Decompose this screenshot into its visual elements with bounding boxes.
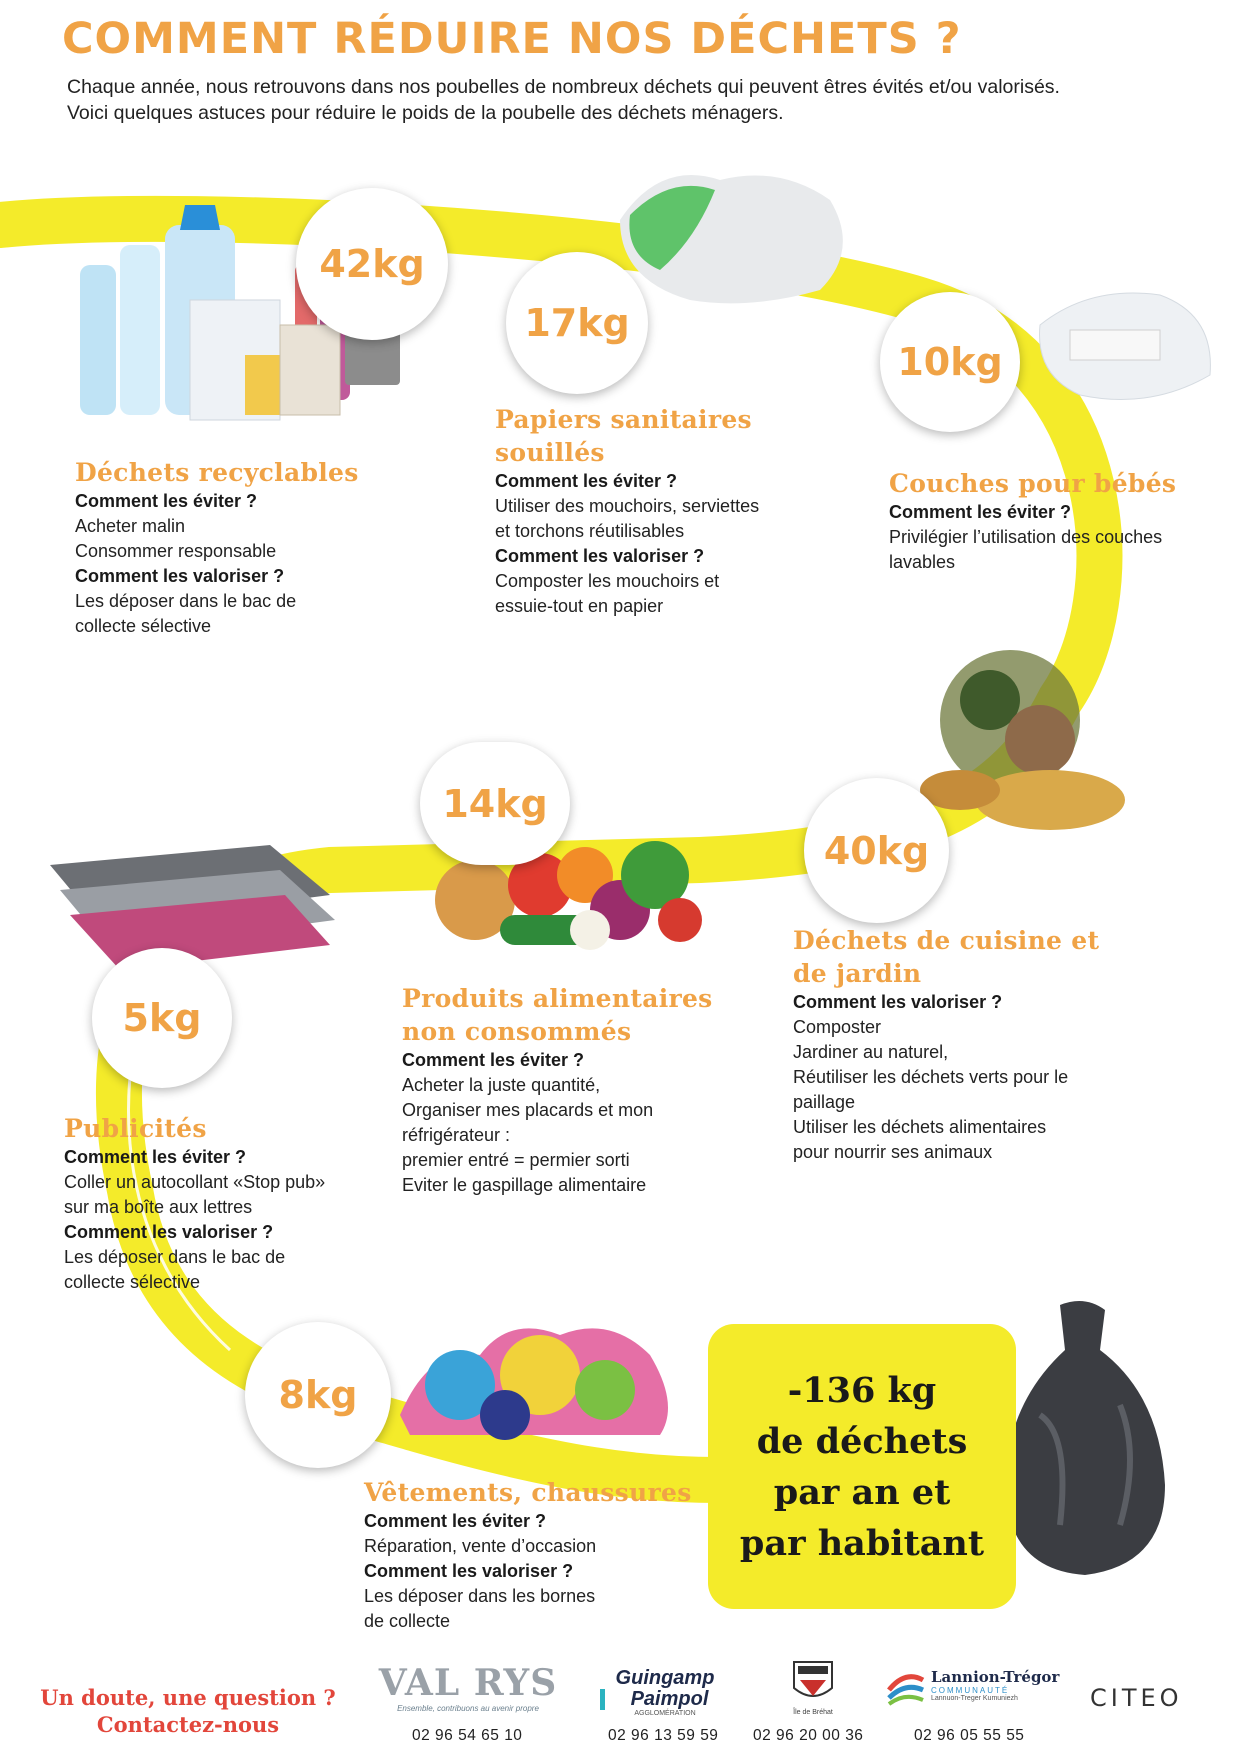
tip-line: Réutiliser les déchets verts pour le: [793, 1067, 1069, 1087]
total-line: par an et: [773, 1471, 951, 1513]
question-label: Comment les éviter ?: [402, 1050, 585, 1070]
question-label: Comment les éviter ?: [64, 1147, 247, 1167]
weight-badge-papiers: 17kg: [506, 252, 648, 394]
tip-line: essuie-tout en papier: [495, 596, 664, 616]
section-title: Publicités: [64, 1114, 207, 1143]
valorys-tagline: Ensemble, contribuons au avenir propre: [397, 1704, 539, 1713]
weight-badge-publicites: 5kg: [92, 948, 232, 1088]
weight-badge-couches: 10kg: [880, 292, 1020, 432]
intro-line: Voici quelques astuces pour réduire le poids de la poubelle des déchets ménagers.: [67, 102, 784, 124]
weight-badge-alimentaires: 14kg: [420, 742, 570, 865]
tip-line: pour nourrir ses animaux: [793, 1142, 993, 1162]
tip-line: réfrigérateur :: [402, 1125, 511, 1145]
total-reduction-box: [708, 1324, 1016, 1609]
contact-question-line: Contactez-nous: [96, 1712, 280, 1737]
citeo-wordmark: CITEO: [1090, 1684, 1183, 1712]
intro-line: Chaque année, nous retrouvons dans nos poubelles de nombreux déchets qui peuvent êtres évités et/ou valorisés.: [67, 76, 1060, 98]
question-label: Comment les valoriser ?: [364, 1561, 574, 1581]
contact-question-line: Un doute, une question ?: [40, 1685, 336, 1710]
tip-line: sur ma boîte aux lettres: [64, 1197, 253, 1217]
guingamp-wordmark: Guingamp: [615, 1667, 715, 1689]
section-title: Produits alimentaires: [402, 984, 713, 1013]
tip-line: Les déposer dans le bac de: [75, 591, 297, 611]
lannion-tregor-logo: [885, 1668, 1060, 1702]
question-label: Comment les éviter ?: [75, 491, 258, 511]
tip-line: Composter: [793, 1017, 882, 1037]
guingamp-paimpol-logo: [600, 1668, 730, 1717]
question-label: Comment les éviter ?: [495, 471, 678, 491]
section-alimentaires: [402, 982, 713, 1198]
question-label: Comment les valoriser ?: [75, 566, 285, 586]
section-title: souillés: [495, 438, 605, 467]
lannion-wordmark: Lannion-Trégor: [931, 1668, 1060, 1686]
tip-line: Jardiner au naturel,: [793, 1042, 949, 1062]
lannion-tregor-emblem-icon: [885, 1670, 927, 1706]
weight-badge-cuisine: 40kg: [804, 778, 949, 923]
section-title: non consommés: [402, 1017, 632, 1046]
clothes-illustration: [390, 1305, 680, 1445]
valorys-wordmark: VAL RYS: [378, 1662, 558, 1704]
tip-line: Réparation, vente d’occasion: [364, 1536, 597, 1556]
phone-lannion-tregor[interactable]: 02 96 05 55 55: [914, 1727, 1025, 1744]
tip-line: Utiliser des mouchoirs, serviettes: [495, 496, 760, 516]
section-title: Déchets de cuisine et: [793, 926, 1100, 955]
tip-line: Composter les mouchoirs et: [495, 571, 720, 591]
tip-line: et torchons réutilisables: [495, 521, 685, 541]
trash-bag-illustration: [1000, 1295, 1170, 1580]
tip-line: collecte sélective: [64, 1272, 201, 1292]
page-title: COMMENT RÉDUIRE NOS DÉCHETS ?: [62, 14, 962, 64]
total-line: -136 kg: [787, 1369, 937, 1411]
tip-line: collecte sélective: [75, 616, 212, 636]
section-title: Vêtements, chaussures: [364, 1478, 692, 1507]
section-title: Couches pour bébés: [889, 469, 1177, 498]
section-papiers: [495, 403, 759, 619]
tip-line: paillage: [793, 1092, 856, 1112]
section-cuisine: [793, 924, 1099, 1165]
tip-line: Eviter le gaspillage alimentaire: [402, 1175, 647, 1195]
tip-line: Acheter la juste quantité,: [402, 1075, 601, 1095]
phone-guingamp-paimpol[interactable]: 02 96 13 59 59: [608, 1727, 719, 1744]
contact-question: [30, 1684, 346, 1738]
tip-line: Consommer responsable: [75, 541, 277, 561]
valorys-logo: [378, 1662, 558, 1713]
question-label: Comment les valoriser ?: [495, 546, 705, 566]
tip-line: Acheter malin: [75, 516, 186, 536]
section-title: Déchets recyclables: [75, 458, 359, 487]
tip-line: Les déposer dans les bornes: [364, 1586, 596, 1606]
tip-line: premier entré = permier sorti: [402, 1150, 630, 1170]
brehat-crest-icon: [792, 1660, 834, 1704]
section-vetements: [364, 1476, 692, 1634]
weight-badge-recyclables: 42kg: [296, 188, 448, 340]
question-label: Comment les valoriser ?: [793, 992, 1003, 1012]
section-couches: [889, 467, 1176, 575]
brehat-label: Île de Bréhat: [793, 1709, 833, 1716]
section-title: de jardin: [793, 959, 922, 988]
total-line: par habitant: [739, 1522, 985, 1564]
question-label: Comment les éviter ?: [364, 1511, 547, 1531]
question-label: Comment les éviter ?: [889, 502, 1072, 522]
section-recyclables: [75, 456, 359, 639]
diaper-illustration: [1030, 275, 1220, 415]
lannion-communaute: COMMUNAUTÉ: [931, 1686, 1010, 1695]
tip-line: Coller un autocollant «Stop pub»: [64, 1172, 326, 1192]
brehat-logo: [785, 1660, 841, 1716]
total-line: de déchets: [756, 1420, 968, 1462]
tip-line: Les déposer dans le bac de: [64, 1247, 286, 1267]
tip-line: de collecte: [364, 1611, 451, 1631]
citeo-logo: [1090, 1684, 1183, 1712]
tip-line: Organiser mes placards et mon: [402, 1100, 654, 1120]
lannion-breton-name: Lannuon-Treger Kumuniezh: [931, 1695, 1018, 1702]
weight-badge-vetements: 8kg: [245, 1322, 391, 1468]
phone-brehat[interactable]: 02 96 20 00 36: [753, 1727, 864, 1744]
section-publicites: [64, 1112, 325, 1295]
tip-line: Utiliser les déchets alimentaires: [793, 1117, 1047, 1137]
question-label: Comment les valoriser ?: [64, 1222, 274, 1242]
phone-valorys[interactable]: 02 96 54 65 10: [412, 1727, 523, 1744]
tip-line: Privilégier l’utilisation des couches: [889, 527, 1163, 547]
section-title: Papiers sanitaires: [495, 405, 752, 434]
tip-line: lavables: [889, 552, 956, 572]
paimpol-wordmark: Paimpol: [600, 1689, 730, 1710]
guingamp-tagline: AGGLOMÉRATION: [634, 1710, 696, 1717]
